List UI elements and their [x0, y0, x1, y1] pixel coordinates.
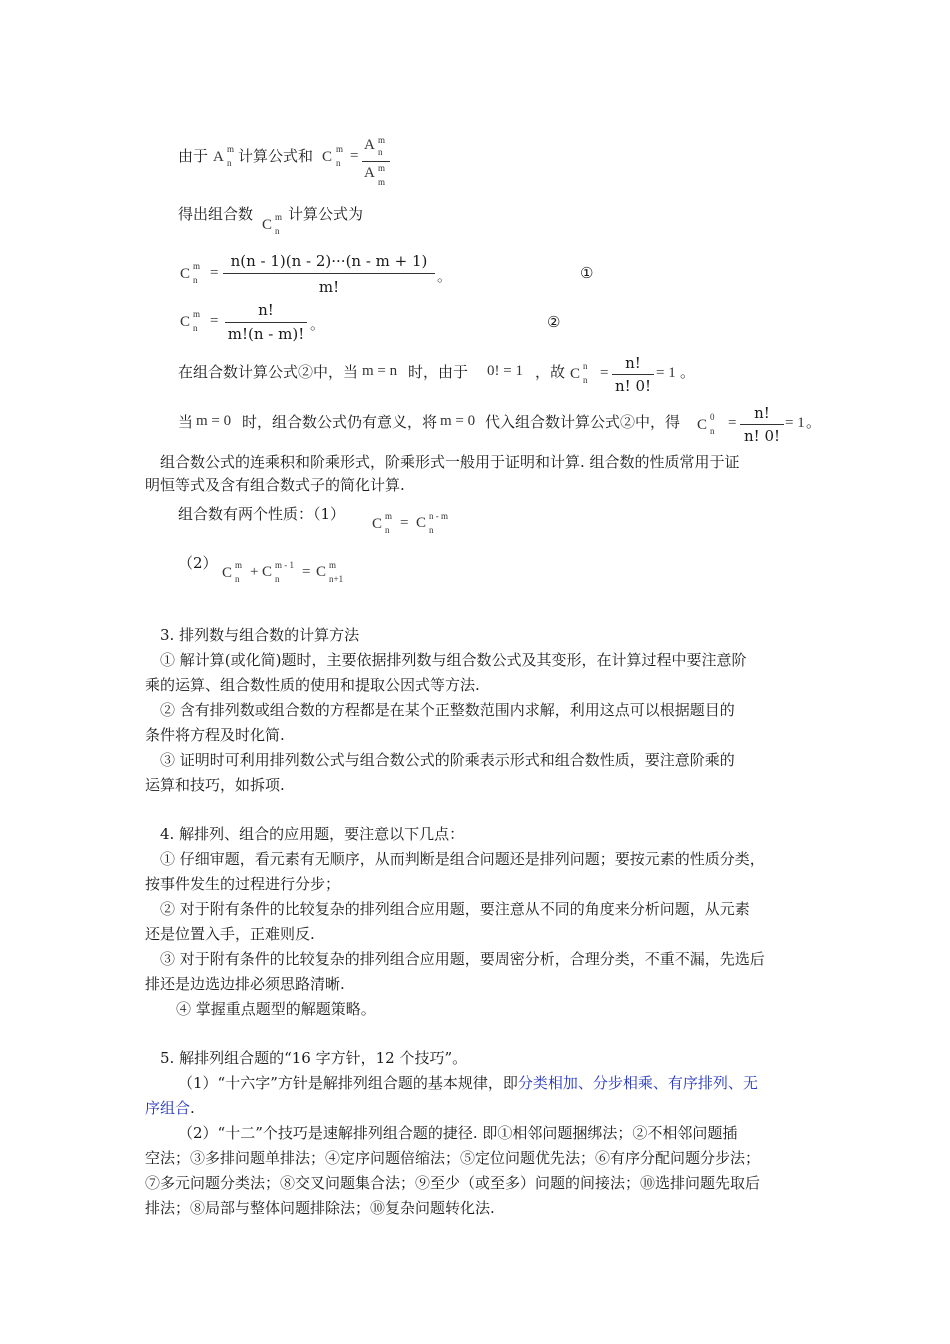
section4-item2-line1: ② 对于附有条件的比较复杂的排列组合应用题，要注意从不同的角度来分析问题，从元素 [160, 900, 750, 918]
formula2-numerator: n! [258, 301, 274, 319]
formula1-period: 。 [437, 269, 453, 285]
para3-line1: 组合数公式的连乘积和阶乘形式，阶乘形式一般用于证明和计算. 组合数的性质常用于证 [160, 453, 740, 471]
section5-item1-line2 [145, 1098, 195, 1118]
section4-item4: ④ 掌握重点题型的解题策略。 [176, 1000, 376, 1018]
section5-item1-text: （1）“十六字”方针是解排列组合题的基本规律，即 [178, 1074, 518, 1092]
m-equals-n: m = n [362, 363, 398, 379]
comb-n0: C 0 n [697, 412, 715, 436]
formula1-lhs: C m n [180, 261, 201, 285]
section5-item2-line3: ⑦多元问题分类法；⑧交叉问题集合法；⑨至少（或至多）问题的间接法；⑩选排问题先取后 [145, 1174, 761, 1192]
m-equals-0: m = 0 [196, 413, 232, 429]
section3-title: 3. 排列数与组合数的计算方法 [160, 626, 360, 644]
section4-item1-line2: 按事件发生的过程进行分步； [145, 875, 341, 893]
para3-line2: 明恒等式及含有组合数式子的简化计算. [145, 476, 405, 494]
para1-denominator: n! 0! [614, 377, 652, 395]
para1-equals: = [600, 365, 609, 381]
para2-period: 。 [806, 413, 822, 431]
section5-item1-line1 [178, 1073, 758, 1093]
property2-formula: C m n + C m - 1 n = C m n+1 [222, 560, 344, 584]
property2-label: （2） [178, 554, 218, 572]
intro-text-1: 由于 [178, 147, 209, 165]
para2-text-b: 时，组合数公式仍有意义，将 [242, 413, 438, 431]
principle-link[interactable]: 分类相加、分步相乘、有序排列、无 [517, 1074, 758, 1092]
formula2-equals: = [210, 313, 219, 329]
para1-text-a: 在组合数计算公式②中，当 [178, 363, 359, 381]
formula2-fraction [225, 301, 307, 347]
intro-text-3: 得出组合数 [178, 205, 254, 223]
section4-item3-line1: ③ 对于附有条件的比较复杂的排列组合应用题，要周密分析，合理分类，不重不漏，先选后 [160, 950, 765, 968]
formula2-period: 。 [310, 317, 326, 333]
formula1-equals: = [210, 265, 219, 281]
para1-text-c: ，故 [535, 363, 566, 381]
para1-fraction [612, 354, 654, 398]
section4-item2-line2: 还是位置入手，正难则反. [145, 925, 315, 943]
para2-fraction [740, 404, 784, 448]
equals-sign: = [350, 148, 359, 164]
perm-symbol: A m n [213, 144, 235, 168]
property1-formula: C m n = C n - m n [372, 511, 448, 535]
para2-equals-one: = 1 [785, 415, 805, 431]
section5-item2-line1: （2）“十二”个技巧是速解排列组合题的捷径. 即①相邻问题捆绑法；②不相邻问题插 [178, 1124, 738, 1142]
para2-text-c: 代入组合数计算公式②中，得 [485, 413, 681, 431]
section5-item2-line4: 排法；⑧局部与整体问题排除法；⑩复杂问题转化法. [145, 1199, 495, 1217]
formula2-lhs: C m n [180, 309, 201, 333]
para1-period: 。 [680, 363, 696, 381]
section4-item3-line2: 排还是边选边排必须思路清晰. [145, 975, 345, 993]
formula2-marker: ② [547, 313, 561, 331]
m-equals-0-b: m = 0 [440, 413, 476, 429]
para1-numerator: n! [625, 354, 641, 372]
intro-text-4: 计算公式为 [288, 205, 364, 223]
section4-title: 4. 解排列、组合的应用题，要注意以下几点： [160, 825, 465, 843]
para2-equals: = [728, 415, 737, 431]
formula1-numerator: n(n - 1)(n - 2)···(n - m + 1) [230, 252, 428, 270]
para2-text-a: 当 [178, 413, 194, 431]
formula2-denominator: m!(n - m)! [227, 325, 305, 343]
para1-text-b: 时，由于 [408, 363, 469, 381]
properties-intro: 组合数有两个性质：（1） [178, 505, 346, 523]
formula1-denominator: m! [318, 278, 340, 296]
intro-text-2: 计算公式和 [238, 147, 314, 165]
comb-symbol: C m n [322, 144, 344, 168]
section3-item3-line1: ③ 证明时可利用排列数公式与组合数公式的阶乘表示形式和组合数性质，要注意阶乘的 [160, 751, 735, 769]
section3-item1-line1: ① 解计算(或化简)题时，主要依据排列数与组合数公式及其变形，在计算过程中要注意阶 [160, 651, 747, 669]
section4-item1-line1: ① 仔细审题，看元素有无顺序，从而判断是组合问题还是排列问题；要按元素的性质分类， [160, 850, 765, 868]
para2-denominator: n! 0! [743, 427, 781, 445]
section5-item1-end: . [190, 1099, 195, 1117]
section3-item2-line2: 条件将方程及时化简. [145, 726, 285, 744]
section3-item1-line2: 乘的运算、组合数性质的使用和提取公因式等方法. [145, 676, 480, 694]
para2-numerator: n! [754, 404, 770, 422]
formula1-fraction [223, 252, 435, 298]
para1-equals-one: = 1 [656, 365, 676, 381]
section5-item2-line2: 空法；③多排问题单排法；④定序问题倍缩法；⑤定位问题优先法；⑥有序分配问题分步法； [145, 1149, 761, 1167]
section3-item3-line2: 运算和技巧，如拆项. [145, 776, 285, 794]
section5-title: 5. 解排列组合题的“16 字方针，12 个技巧”。 [160, 1049, 468, 1067]
perm-ratio-fraction: A m n A m m [362, 137, 390, 187]
comb-symbol-2: C m n [262, 212, 283, 236]
principle-link-cont[interactable]: 序组合 [145, 1099, 191, 1117]
zero-factorial: 0! = 1 [487, 363, 523, 379]
comb-nn: C n n [570, 361, 588, 385]
section3-item2-line1: ② 含有排列数或组合数的方程都是在某个正整数范围内求解，利用这点可以根据题目的 [160, 701, 735, 719]
formula1-marker: ① [580, 264, 594, 282]
